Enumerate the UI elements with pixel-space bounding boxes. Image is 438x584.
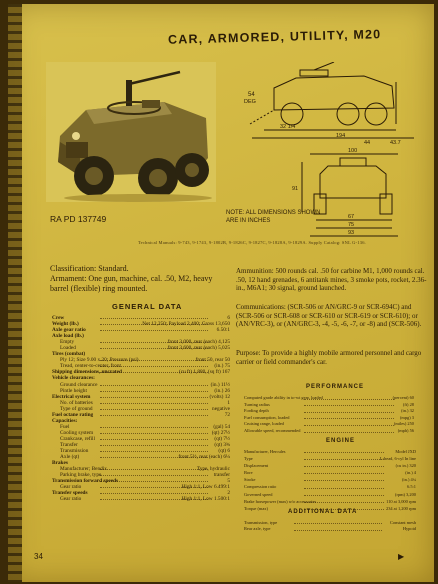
spec-value: (volts) 12 [209,393,230,400]
spec-label: Displacement [244,463,269,469]
spec-label: Ground clearance [60,381,98,388]
spec-label: Capacities: [52,417,78,424]
spec-label: Axle gear ratio [52,327,86,334]
dim-194: 194 [336,133,346,139]
leader-dots [294,524,382,530]
leader-dots [304,489,384,496]
performance-heading: PERFORMANCE [306,384,365,390]
leader-dots [304,446,384,453]
dim-93: 93 [348,230,355,236]
spec-value: 110 at 3,000 rpm [386,498,416,504]
spec-value: negative [212,405,230,412]
spec-value: Hypoid [402,526,416,532]
spec-value: 72 [224,411,230,418]
spec-label: Tread, center-to-center, front [60,363,121,370]
leader-dots [304,481,384,488]
spec-value: front 5½, rear (each) 6¼ [178,454,230,461]
spec-label: Weight (lb.) [52,321,79,328]
engine-heading: ENGINE [326,438,356,444]
spec-value: (in.) 75 [214,363,230,370]
dim-100: 100 [348,148,358,154]
deg-label: DEG [244,99,256,105]
purpose: Purpose: To provide a highly mobile armored personnel and cargo carrier or field commander's car. [236,349,422,366]
spec-label: Axle (qt) [60,454,80,461]
spec-label: Bore [244,470,253,476]
dim-43: 43.7 [390,140,401,146]
page-number: 34 [34,552,43,561]
spec-label: Crankcase, refill [60,435,96,442]
spec-label: Allowable speed, recommended [244,427,301,433]
ammunition: Ammunition: 500 rounds cal. .50 for carbine M1, 1,000 rounds cal. .50, 12 hand grenades, 6 antitank mines, 3 smoke pots, rocket, 2.36-in., M6A1; 30 signal, ground launched. [236,267,427,293]
spec-label: Loaded [60,345,76,352]
dim-91: 91 [292,186,299,192]
spec-label: Type of ground [60,405,93,412]
spec-label: Tires (combat) [52,351,86,358]
leader-dots [304,453,384,460]
spec-label: Transmission, type [244,520,278,525]
spec-value: (percent) 60 [392,395,414,400]
spec-value: 1 [227,399,230,406]
spec-value: (gal) 54 [213,423,230,430]
spec-value: Model JXD [395,449,416,454]
spec-label: Turning radius [244,401,270,407]
spec-value: (in.) 4¼ [401,477,416,483]
spec-value: High 1:1, Low 6.499:1 [181,484,230,491]
leader-dots [304,474,384,481]
engine-list [244,448,416,512]
spec-label: Manufacturer, Hercules [244,449,286,454]
corner-arrow-icon: ▶ [398,552,405,561]
communications: Communications: (SCR-506 or AN/GRC-9 or SCR-694C) and (SCR-506 or SCR-608 or SCR-610 or SCR-619 or SCR-610); or (AN/VRC-3), or (AN/GRC-3, -4, -5, -6, -7, or -8) and (SCR-506). [236,303,422,329]
leader-dots [304,426,394,433]
spec-label: Axle load (lb.) [52,333,84,340]
general-data-list [52,315,230,502]
spec-label: Torque (max) [244,505,268,511]
additional-data-list [244,520,416,533]
spec-value: (mpg) 3 [399,414,414,420]
spec-value: 2 [227,490,230,497]
spec-value: (rpm) 3,200 [395,491,416,497]
spec-value: (mph) 56 [397,427,414,433]
spec-label: Fording depth [244,408,269,414]
spec-label: Crew [52,315,65,321]
spec-label: Cruising range, loaded [244,421,284,427]
spec-label: Brake horsepower (max) w/o accessories [244,498,317,504]
spec-value: Constant mesh [390,520,416,525]
spec-label: Type [244,456,253,462]
spec-label: Governed speed [244,491,273,497]
classification: Classification: Standard. [50,264,129,273]
spec-label: Shipping dimensions, uncrated [52,369,122,376]
document-page [8,4,434,582]
leader-dots [100,410,208,416]
spec-label: Gear ratio [60,484,82,491]
spec-value: 5 [227,478,230,485]
spec-value: (in.) 26 [214,387,230,394]
armored-car-illustration [46,62,216,202]
page-title: CAR, ARMORED, UTILITY, M20 [167,27,382,47]
leader-dots [304,467,384,474]
spec-label: Rear axle, type [244,526,271,532]
spec-value: (qt) 6 [218,448,230,455]
performance-list [244,395,414,435]
side-view-drawing [250,62,414,138]
spec-label: Fuel octane rating [52,411,94,418]
armament: Armament: One gun, machine, cal. .50, M2, heavy barrel (flexible) ring mounted. [50,274,213,293]
spec-value: Type, hydraulic [196,466,230,473]
dim-67: 67 [348,214,355,220]
spec-value: Net 12,250; Payload 2,400; Gross 13,650 [142,321,230,328]
vehicle-photo [46,62,216,202]
spec-label: Transmission forward speeds [52,478,119,485]
spec-value: (qt) 7½ [214,435,230,442]
spec-value: (qt) 27½ [211,429,230,436]
spec-value: 6.5:1 [407,484,416,490]
spec-row [244,428,414,435]
leader-dots [100,325,208,331]
spec-label: Fuel [60,423,70,430]
leader-dots [304,496,384,503]
spec-value: (cu ft) 1,880, (sq ft) 167 [178,369,230,376]
spec-label: Manufacturer; Bendix [60,466,107,473]
spec-value: (in.) 11½ [210,381,230,388]
leader-dots [304,393,394,400]
dim-75: 75 [348,222,355,228]
spec-label: Compression ratio [244,484,277,490]
spec-value: High 1:1, Low 1.500:1 [181,496,230,503]
spec-value: front 3,000, rear (each) 4,125 [167,339,230,346]
spec-label: Computed grade ability in to-wt gear, loaded [244,395,323,400]
spec-value: transfer [213,472,230,479]
leader-dots [304,460,384,467]
spec-label: Transmission [60,448,89,455]
spec-label: No. of batteries [60,399,93,406]
spec-value: 6.50:1 [216,327,230,334]
spec-value: front 3,600, rear (each) 5,025 [167,345,230,352]
spec-label: Fuel consumption, loaded [244,414,290,420]
spec-label: Transfer [60,441,78,448]
spec-label: Pintle height [60,387,87,394]
dimensions-note: NOTE: ALL DIMENSIONS SHOWN ARE IN INCHES [226,210,321,224]
spec-value: (in.) 32 [401,408,414,414]
leader-dots [304,406,394,413]
spec-label: Vehicle clearances: [52,375,95,382]
technical-manuals: Technical Manuals: 9-743, 9-1743, 9-1802B, 9-1826C, 9-1827C, 9-1828A, 9-1829A. Supply Catalog: SNL G-136. [138,240,366,245]
spec-value: (ft) 28 [402,401,414,407]
spec-label: Brakes [52,460,68,467]
dim-32: 32 1/4 [280,124,296,130]
leader-dots [304,413,394,420]
spec-value: 234 at 1,200 rpm [386,505,416,511]
spec-value: (qt) 3¾ [214,441,230,448]
spec-label: Parking brake, type [60,472,102,479]
spec-label: Empty [60,339,75,346]
spiral-binding [8,4,22,582]
spec-row [52,496,230,502]
photo-reference: RA PD 137749 [50,214,107,224]
leader-dots [304,400,394,407]
general-data-heading: GENERAL DATA [112,302,183,311]
spec-value: (miles) 250 [393,421,414,427]
spec-value: (in.) 4 [405,470,416,476]
spec-label: Transfer speeds [52,490,88,497]
spec-label: Cooling system [60,429,94,436]
leader-dots [304,419,394,426]
spec-row [244,526,416,532]
additional-data-heading: ADDITIONAL DATA [288,509,358,515]
dim-44: 44 [364,140,371,146]
spec-value: L-head, 6-cyl In line [379,456,416,462]
spec-value: front 50, rear 50 [195,357,230,364]
spec-value: (cu in.) 320 [395,463,416,469]
deg-top-label: 54 [248,92,255,98]
spec-label: Ply 12; Size 9.00 x 20; Pressure (psi) [60,357,139,364]
spec-label: Electrical system [52,393,91,400]
spec-label: Stroke [244,477,256,483]
spec-label: Gear ratio [60,496,82,503]
spec-value: 6 [227,315,230,321]
